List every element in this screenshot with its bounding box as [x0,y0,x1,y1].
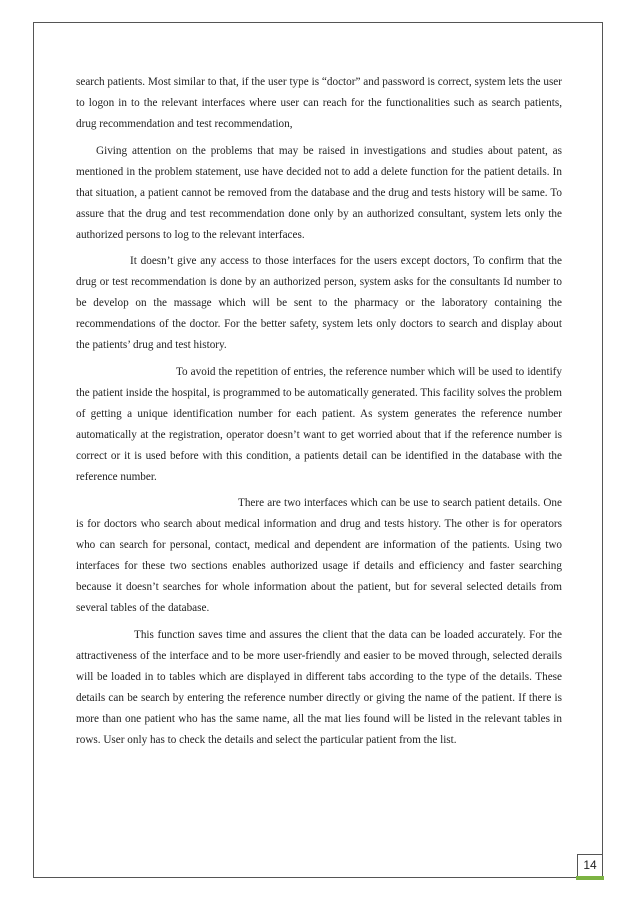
paragraph-6: This function saves time and assures the client that the data can be loaded accurately. For the attractiveness of the interface and to be more user-friendly and easier to be moved through, selected derails will be loaded in to tables which are displayed in different tabs according to the type of the details. These details can be search by entering the reference number directly or giving the name of the patient. If there is more than one patient who has the same name, all the mat lies found will be listed in the relevant tables in rows. User only has to check the details and select the particular patient from the list. [76,628,562,746]
paragraph-3: It doesn’t give any access to those interfaces for the users except doctors, To confirm that the drug or test recommendation is done by an authorized person, system asks for the consultants Id number to be develop on the massage which will be sent to the pharmacy or the laboratory containing the recommendations of the doctor. For the better safety, system lets only doctors to search and display about the patients’ drug and test history. [76,255,562,351]
paragraph-5: There are two interfaces which can be use to search patient details. One is for doctors who search about medical information and drug and tests history. The other is for operators who can search for personal, contact, medical and dependent are information of the patients. Using two interfaces for these two sections enables authorized usage if details and efficiency and faster searching because it doesn’t searches for whole information about the patient, but for several selected details from several tables of the database. [76,497,562,614]
document-body [76,72,562,756]
page-number: 14 [577,854,602,876]
paragraph-4: To avoid the repetition of entries, the reference number which will be used to identify the patient inside the hospital, is programmed to be automatically generated. This facility solves the problem of getting a unique identification number for each patient. As system generates the reference number automatically at the registration, operator doesn’t want to get worried about that if the reference number is correct or it is used before with this condition, a patients detail can be identified in the database with the reference number. [76,365,563,483]
paragraph-2: Giving attention on the problems that may be raised in investigations and studies about patent, as mentioned in the problem statement, use have decided not to add a delete function for the patient details. In that situation, a patient cannot be removed from the database and the drug and tests history will be same. To assure that the drug and test recommendation done only by an authorized consultant, system lets only the authorized persons to log to the relevant interfaces. [76,144,562,241]
paragraph-1: search patients. Most similar to that, if the user type is “doctor” and password is correct, system lets the user to logon in to the relevant interfaces where user can reach for the functionalities such as search patients, drug recommendation and test recommendation, [76,76,562,130]
page-number-accent-bar [576,876,604,880]
